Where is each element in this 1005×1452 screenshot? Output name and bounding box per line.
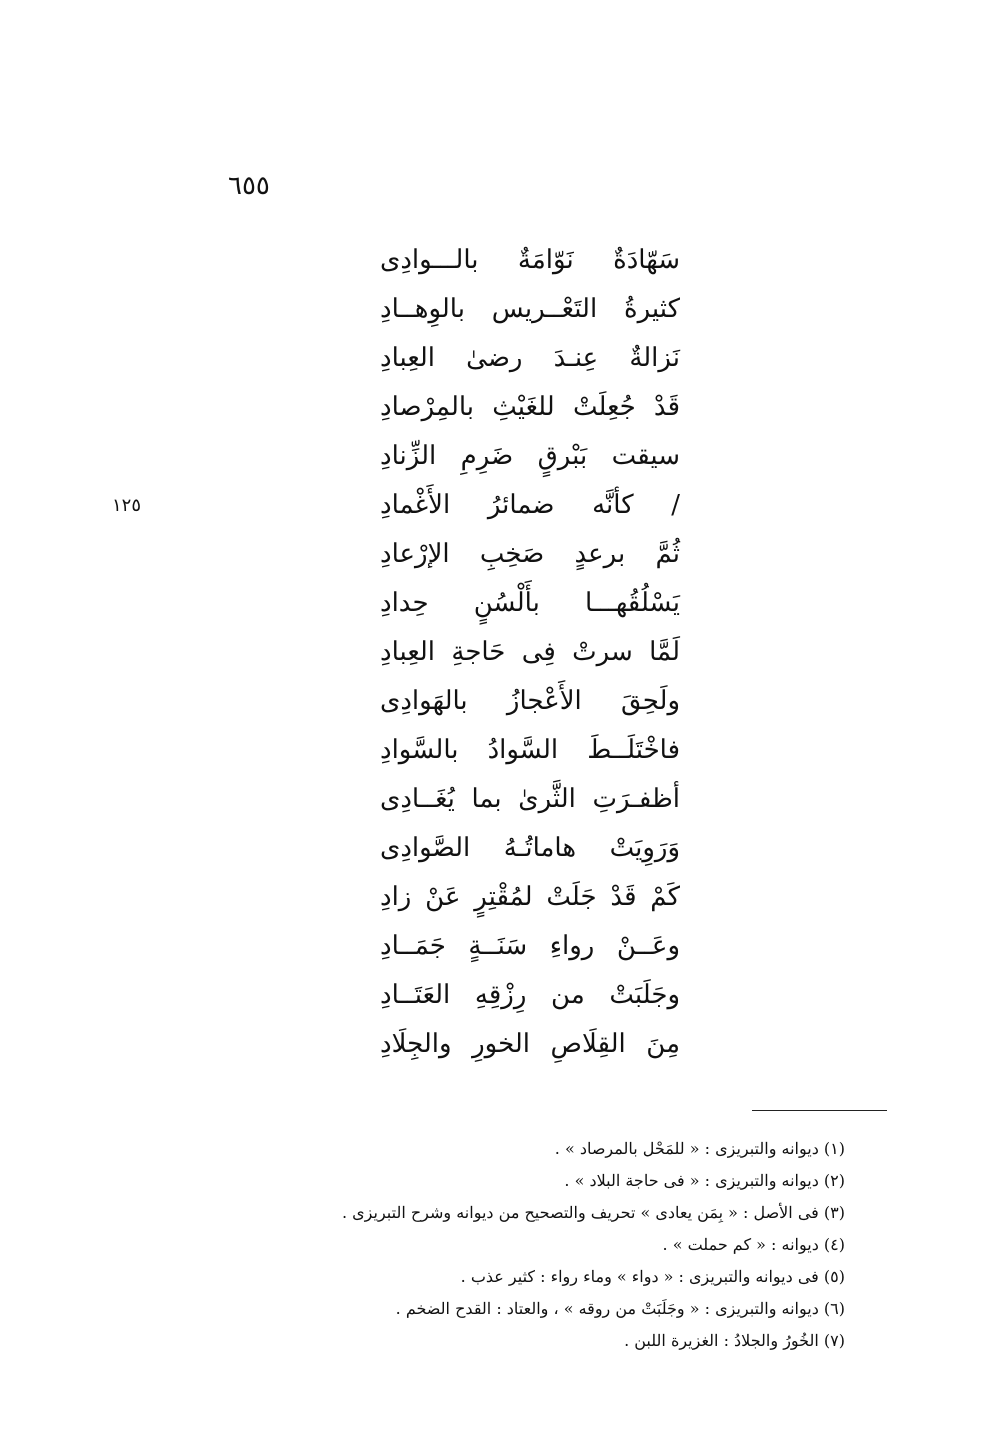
- poem-line: يَسْلُقُهـــا بأَلْسُنٍ حِدادِ: [380, 588, 680, 618]
- footnote: (٣) فى الأصل : « بِمَن يعادى » تحريف والتصحيح من ديوانه وشرح التبريزى .: [341, 1203, 845, 1222]
- footnote: (١) ديوانه والتبريزى : « للمَحْل بالمرصاد » .: [554, 1139, 845, 1158]
- page-number: ٦٥٥: [228, 171, 270, 201]
- poem-line: ولَحِقَ الأَعْجازُ بالهَوادِى: [380, 686, 680, 716]
- poem-line: سَهّادَةٌ نَوّامَةٌ بالـــوادِى: [380, 245, 680, 275]
- poem-line: / كأنَّه ضمائرُ الأَغْمادِ: [380, 490, 680, 520]
- footnote: (٧) الخُورُ والجلادُ : الغزيرة اللبن .: [624, 1331, 845, 1350]
- poem-line: لَمَّا سرتْ فِى حَاجةِ العِبادِ: [380, 637, 680, 667]
- poem-line: كثيرةُ التَعْــريس بالوِهــادِ: [380, 294, 680, 324]
- footnote-divider: [752, 1110, 887, 1111]
- footnote: (٦) ديوانه والتبريزى : « وجَلَبَتْ من روقه » ، والعتاد : القدح الضخم .: [395, 1299, 845, 1318]
- poem-line: أظفـرَتِ الثَّرىٰ بما يُغَــادِى: [380, 784, 680, 814]
- poem-line: وعَــنْ رواءِ سَنَــةٍ جَمَــادِ: [380, 931, 680, 961]
- poem-line: ثُمَّ برعدٍ صَخِبِ الإرْعادِ: [380, 539, 680, 569]
- poem-line: سيقت بَبْرقٍ ضَرِمِ الزِّنادِ: [380, 441, 680, 471]
- poem-line: قَدْ جُعِلَتْ للغَيْثِ بالمِرْصادِ: [380, 392, 680, 422]
- poem-line: فاخْتَلَــطَ السَّوادُ بالسَّوادِ: [380, 735, 680, 765]
- poem-line: مِنَ القِلَاصِ الخورِ والجِلَادِ: [380, 1029, 680, 1059]
- footnote: (٥) فى ديوانه والتبريزى : « دواء » وماء رواء : كثير عذب .: [460, 1267, 845, 1286]
- poem-line: وجَلَبَتْ من رِزْقِهِ العَتَــادِ: [380, 980, 680, 1010]
- footnote: (٤) ديوانه : « كم حملت » .: [662, 1235, 845, 1254]
- footnote: (٢) ديوانه والتبريزى : « فى حاجة البلاد » .: [564, 1171, 845, 1190]
- margin-page-reference: ١٢٥: [112, 495, 142, 516]
- poem-line: كَمْ قَدْ جَلَتْ لمُقْتِرٍ عَنْ زادِ: [380, 882, 680, 912]
- poem: [380, 236, 680, 1069]
- poem-line: نَزالةٌ عِنـدَ رضىٰ العِبادِ: [380, 343, 680, 373]
- poem-line: وَرَوِيَتْ هاماتُـهُ الصَّوادِى: [380, 833, 680, 863]
- footnotes: [245, 1133, 845, 1357]
